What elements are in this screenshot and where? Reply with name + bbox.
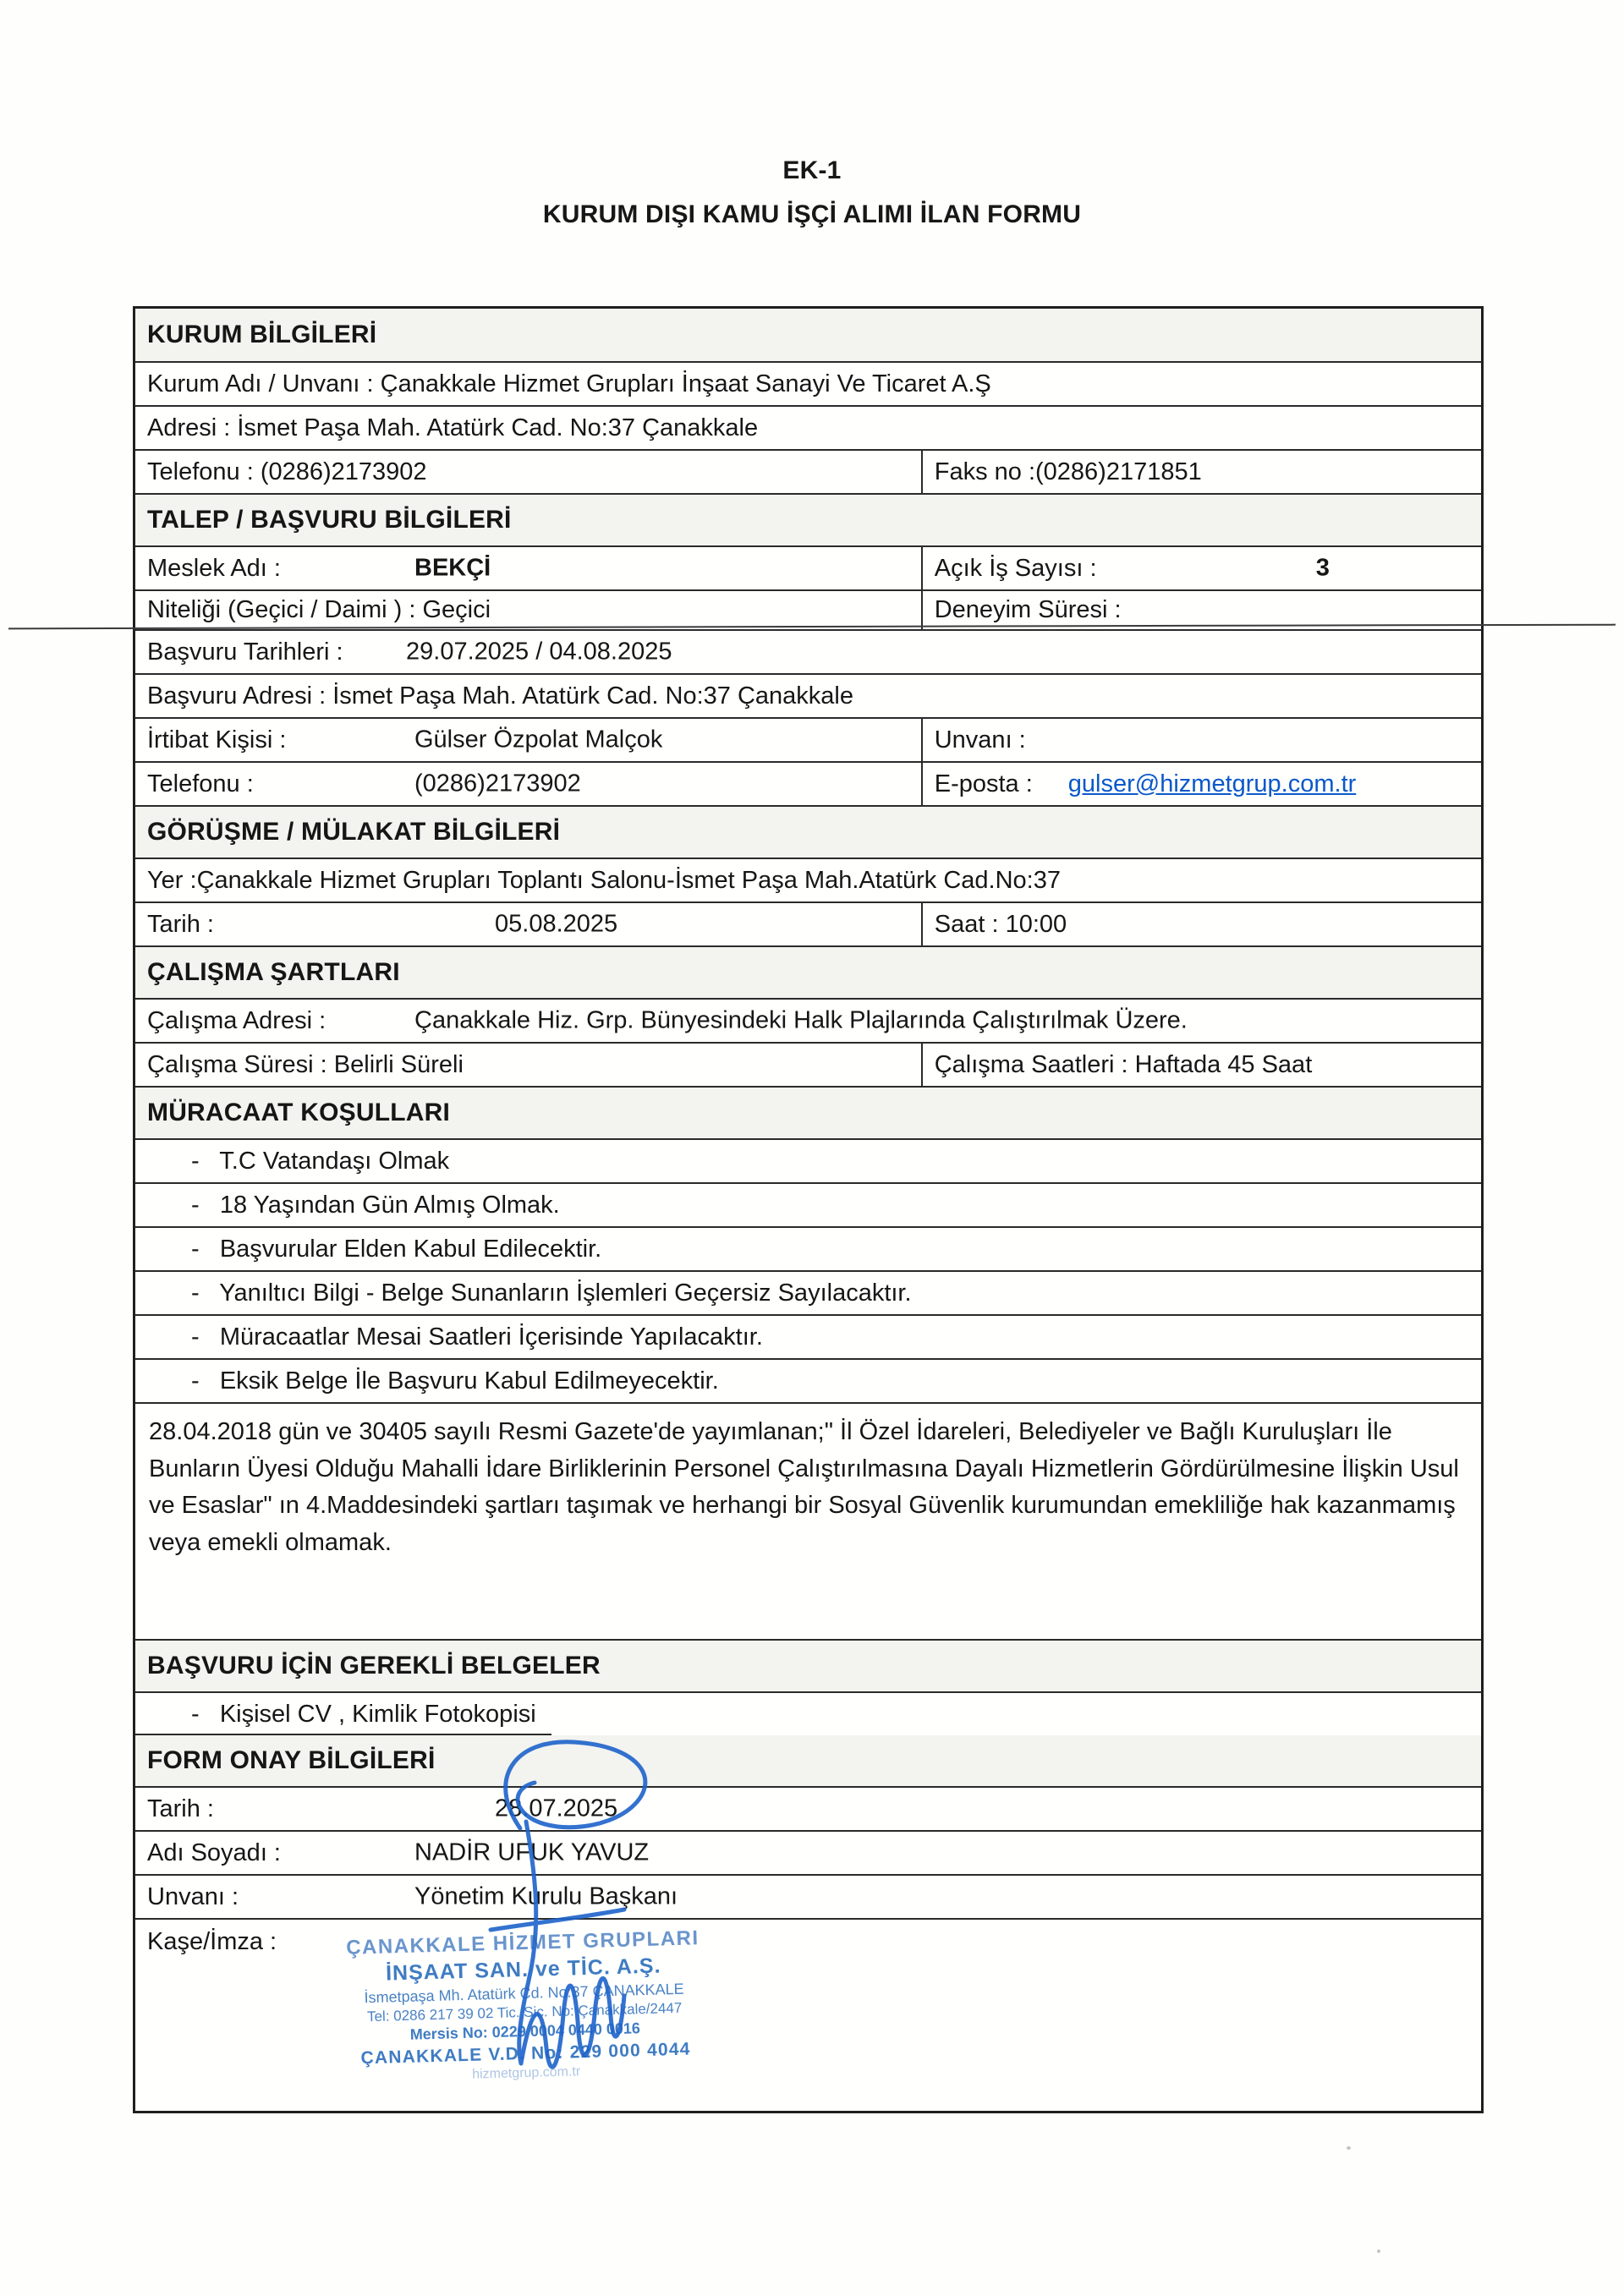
belgeler-header-cell xyxy=(135,1641,1481,1691)
muracaat-paragraf-cell xyxy=(135,1404,1481,1639)
basvuru-adres-text: Başvuru Adresi : İsmet Paşa Mah. Atatürk Cad. No:37 Çanakkale xyxy=(147,682,853,710)
calisma-adres-value: Çanakkale Hiz. Grp. Bünyesindeki Halk Plajlarında Çalıştırılmak Üzere. xyxy=(414,1006,1188,1034)
company-stamp xyxy=(277,1923,772,2090)
form-annex-code: EK-1 xyxy=(782,156,842,184)
kase-label: Kaşe/İmza : xyxy=(147,1928,277,1955)
stamp-line-4: Tel: 0286 217 39 02 Tic. Sic. No: Çanakkale/2447 xyxy=(366,1999,683,2025)
onay-ad-value: NADİR UFUK YAVUZ xyxy=(414,1838,650,1866)
gorusme-header-cell xyxy=(135,807,1481,858)
section-header-gorusme-mulakat xyxy=(135,807,1481,859)
kurum-telefon-cell xyxy=(135,451,923,493)
talep-telefon-label: Telefonu : xyxy=(147,770,254,797)
calisma-sure-cell xyxy=(135,1044,923,1086)
row-onay-ad-soyad xyxy=(135,1832,1481,1876)
calisma-adres-cell xyxy=(135,1000,1481,1042)
onay-unvan-label: Unvanı : xyxy=(147,1882,239,1910)
stamp-line-3: İsmetpaşa Mh. Atatürk Cd. No:37 ÇANAKKALE xyxy=(364,1980,684,2006)
onay-header-cell xyxy=(135,1735,1481,1786)
row-kurum-adres xyxy=(135,407,1481,451)
muracaat-item-2: - 18 Yaşından Gün Almış Olmak. xyxy=(191,1191,560,1219)
onay-ad-label: Adı Soyadı : xyxy=(147,1838,281,1866)
calisma-saat-cell xyxy=(923,1044,1481,1086)
eposta-cell xyxy=(923,763,1481,805)
muracaat-paragraf-text: 28.04.2018 gün ve 30405 sayılı Resmi Gazete'de yayımlanan;" İl Özel İdareleri, Belediyeler ve Bağlı Kuruluşları İle Bunların Üyesi Olduğu Mahalli İdare Birliklerinin Personel Çalıştırılmasına Dayalı Hizmetlerin Gördürülmesine İlişkin Usul ve Esaslar" ın 4.Maddesindeki şartları taşımak ve herhangi bir Sosyal Güvenlik kurumundan emekliliğe hak kazanmamış veya emekli olmamak. xyxy=(149,1418,1459,1556)
section-header-talep-basvuru xyxy=(135,495,1481,547)
row-calisma-sure-saat xyxy=(135,1044,1481,1088)
gorusme-tarih-cell xyxy=(135,903,923,945)
kurum-telefon-text: Telefonu : (0286)2173902 xyxy=(147,458,427,485)
belgeler-item-text: - Kişisel CV , Kimlik Fotokopisi xyxy=(191,1700,536,1728)
irtibat-unvan-cell xyxy=(923,719,1481,761)
basvuru-tarih-label: Başvuru Tarihleri : xyxy=(147,638,343,666)
deneyim-cell xyxy=(923,591,1481,629)
gorusme-tarih-label: Tarih : xyxy=(147,910,214,938)
muracaat-item-cell-5 xyxy=(135,1316,1481,1358)
row-irtibat-unvan xyxy=(135,719,1481,763)
form-title-block xyxy=(0,149,1624,236)
calisma-header-text: ÇALIŞMA ŞARTLARI xyxy=(147,958,400,986)
muracaat-item-6: - Eksik Belge İle Başvuru Kabul Edilmeyecektir. xyxy=(191,1367,719,1395)
stamp-line-6: ÇANAKKALE V.D. No: 229 000 4044 xyxy=(360,2039,691,2068)
row-belgeler-item xyxy=(135,1693,1481,1735)
eposta-label: E-posta : xyxy=(934,770,1033,797)
form-title: KURUM DIŞI KAMU İŞÇİ ALIMI İLAN FORMU xyxy=(542,200,1082,228)
kase-cell xyxy=(135,1920,1481,2111)
kurum-header-cell xyxy=(135,309,1481,361)
stamp-line-2: İNŞAAT SAN. ve TİC. A.Ş. xyxy=(385,1954,661,1986)
onay-tarih-label: Tarih : xyxy=(147,1795,214,1822)
row-telefon-eposta xyxy=(135,763,1481,807)
scan-speck xyxy=(1347,2146,1351,2150)
gorusme-yer-text: Yer :Çanakkale Hizmet Grupları Toplantı Salonu-İsmet Paşa Mah.Atatürk Cad.No:37 xyxy=(147,866,1061,894)
muracaat-item-1: - T.C Vatandaşı Olmak xyxy=(191,1147,450,1175)
onay-header-text: FORM ONAY BİLGİLERİ xyxy=(147,1746,436,1774)
muracaat-item-cell-2 xyxy=(135,1184,1481,1226)
muracaat-item-cell-3 xyxy=(135,1228,1481,1270)
gorusme-saat-text: Saat : 10:00 xyxy=(934,910,1067,938)
muracaat-item-row-6 xyxy=(135,1360,1481,1404)
stamp-line-7: hizmetgrup.com.tr xyxy=(471,2064,581,2082)
onay-tarih-value: 28.07.2025 xyxy=(495,1795,618,1822)
gorusme-tarih-value: 05.08.2025 xyxy=(495,910,618,938)
calisma-sure-text: Çalışma Süresi : Belirli Süreli xyxy=(147,1050,464,1078)
eposta-link[interactable]: gulser@hizmetgrup.com.tr xyxy=(1067,770,1357,797)
basvuru-tarih-cell xyxy=(135,631,1481,673)
meslek-value: BEKÇİ xyxy=(414,554,491,582)
meslek-cell xyxy=(135,547,923,589)
gorusme-header-text: GÖRÜŞME / MÜLAKAT BİLGİLERİ xyxy=(147,818,561,846)
section-header-form-onay xyxy=(135,1735,1481,1788)
talep-telefon-cell xyxy=(135,763,923,805)
section-header-kurum-bilgileri xyxy=(135,309,1481,363)
talep-telefon-value: (0286)2173902 xyxy=(414,770,581,797)
muracaat-item-row-1 xyxy=(135,1140,1481,1184)
stamp-line-5: Mersis No: 0229 0004 0440 0016 xyxy=(409,2019,641,2043)
kurum-adres-cell xyxy=(135,407,1481,449)
irtibat-unvan-label: Unvanı : xyxy=(934,726,1026,753)
calisma-adres-label: Çalışma Adresi : xyxy=(147,1006,326,1034)
kurum-adi-text: Kurum Adı / Unvanı : Çanakkale Hizmet Grupları İnşaat Sanayi Ve Ticaret A.Ş xyxy=(147,370,991,397)
row-kase-imza xyxy=(135,1920,1481,2111)
onay-ad-cell xyxy=(135,1832,1481,1874)
basvuru-tarih-value: 29.07.2025 / 04.08.2025 xyxy=(406,638,672,666)
row-muracaat-paragraf xyxy=(135,1404,1481,1641)
kurum-faks-cell xyxy=(923,451,1481,493)
kurum-adres-text: Adresi : İsmet Paşa Mah. Atatürk Cad. No:37 Çanakkale xyxy=(147,414,759,441)
form-table xyxy=(133,306,1484,2113)
stamp-line-1: ÇANAKKALE HİZMET GRUPLARI xyxy=(345,1926,700,1959)
row-meslek-acikis xyxy=(135,547,1481,591)
gorusme-saat-cell xyxy=(923,903,1481,945)
muracaat-item-4: - Yanıltıcı Bilgi - Belge Sunanların İşlemleri Geçersiz Sayılacaktır. xyxy=(191,1279,912,1307)
calisma-header-cell xyxy=(135,947,1481,998)
muracaat-header-cell xyxy=(135,1088,1481,1138)
meslek-label: Meslek Adı : xyxy=(147,554,281,582)
acik-is-label: Açık İş Sayısı : xyxy=(934,554,1097,582)
basvuru-adres-cell xyxy=(135,675,1481,717)
belgeler-header-text: BAŞVURU İÇİN GEREKLİ BELGELER xyxy=(147,1652,601,1680)
muracaat-item-row-4 xyxy=(135,1272,1481,1316)
row-basvuru-tarihleri xyxy=(135,631,1481,675)
muracaat-item-3: - Başvurular Elden Kabul Edilecektir. xyxy=(191,1235,602,1263)
talep-header-text: TALEP / BAŞVURU BİLGİLERİ xyxy=(147,506,512,534)
muracaat-item-5: - Müracaatlar Mesai Saatleri İçerisinde Yapılacaktır. xyxy=(191,1323,763,1351)
muracaat-item-row-2 xyxy=(135,1184,1481,1228)
talep-header-cell xyxy=(135,495,1481,545)
section-header-gerekli-belgeler xyxy=(135,1641,1481,1693)
kurum-header-text: KURUM BİLGİLERİ xyxy=(147,321,377,348)
kurum-faks-text: Faks no :(0286)2171851 xyxy=(934,458,1202,485)
row-calisma-adresi xyxy=(135,1000,1481,1044)
irtibat-value: Gülser Özpolat Malçok xyxy=(414,726,663,753)
row-kurum-adi xyxy=(135,363,1481,407)
row-gorusme-yer xyxy=(135,859,1481,903)
muracaat-item-cell-4 xyxy=(135,1272,1481,1314)
muracaat-item-row-3 xyxy=(135,1228,1481,1272)
muracaat-item-row-5 xyxy=(135,1316,1481,1360)
nitelik-text: Niteliği (Geçici / Daimi ) : Geçici xyxy=(147,596,491,623)
onay-unvan-cell xyxy=(135,1876,1481,1918)
acik-is-value: 3 xyxy=(1315,554,1330,582)
kurum-adi-cell xyxy=(135,363,1481,405)
irtibat-cell xyxy=(135,719,923,761)
nitelik-cell xyxy=(135,591,923,629)
muracaat-item-cell-6 xyxy=(135,1360,1481,1402)
section-header-muracaat-kosullari xyxy=(135,1088,1481,1140)
row-telefon-faks xyxy=(135,451,1481,495)
deneyim-text: Deneyim Süresi : xyxy=(934,596,1122,623)
muracaat-header-text: MÜRACAAT KOŞULLARI xyxy=(147,1099,451,1126)
belgeler-item-cell xyxy=(135,1693,1481,1735)
onay-tarih-cell xyxy=(135,1788,1481,1830)
section-header-calisma-sartlari xyxy=(135,947,1481,1000)
row-gorusme-tarih-saat xyxy=(135,903,1481,947)
gorusme-yer-cell xyxy=(135,859,1481,901)
row-onay-unvan xyxy=(135,1876,1481,1920)
scan-speck xyxy=(1377,2249,1380,2253)
onay-unvan-value: Yönetim Kurulu Başkanı xyxy=(414,1882,678,1910)
row-onay-tarih xyxy=(135,1788,1481,1832)
row-basvuru-adresi xyxy=(135,675,1481,719)
calisma-saat-text: Çalışma Saatleri : Haftada 45 Saat xyxy=(934,1050,1313,1078)
acik-is-cell xyxy=(923,547,1481,589)
irtibat-label: İrtibat Kişisi : xyxy=(147,726,287,753)
muracaat-item-cell-1 xyxy=(135,1140,1481,1182)
